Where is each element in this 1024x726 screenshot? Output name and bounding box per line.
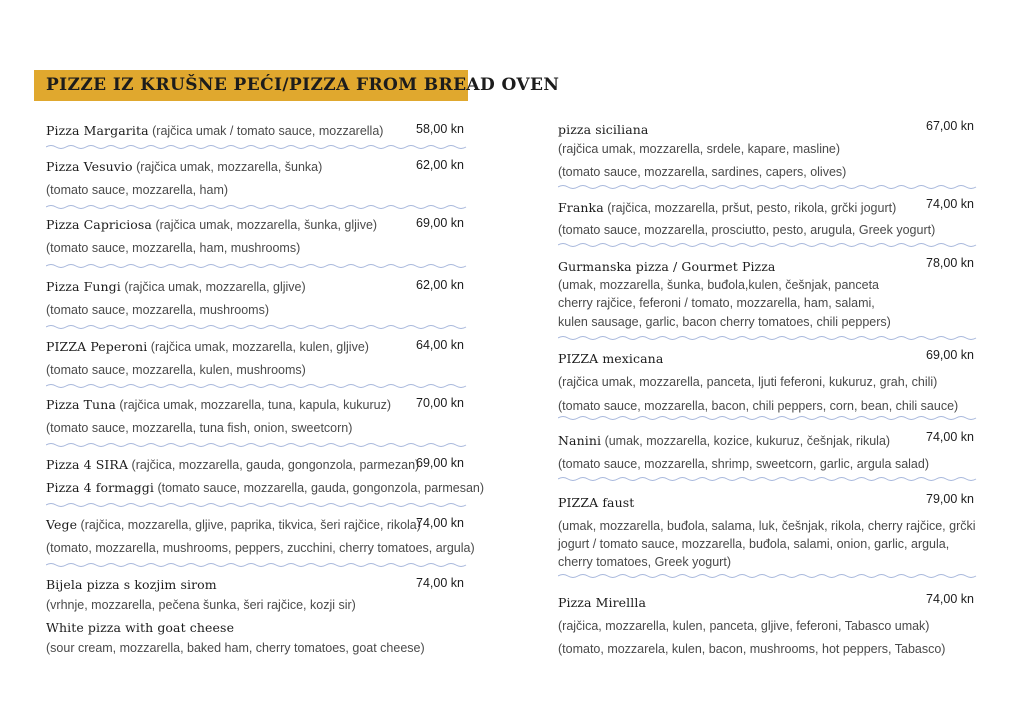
menu-item-peperoni bbox=[46, 336, 468, 380]
item-name: Nanini bbox=[558, 433, 602, 448]
item-name: Pizza Mirellla bbox=[558, 595, 647, 610]
item-desc: (rajčica umak, mozzarella, šunka, gljive) bbox=[152, 218, 378, 232]
item-desc-en: (tomato sauce, mozzarella, tuna fish, onion, sweetcorn) bbox=[46, 421, 353, 435]
wave-divider bbox=[558, 184, 978, 190]
wave-divider bbox=[46, 144, 468, 150]
menu-item-vesuvio bbox=[46, 156, 468, 200]
wave-divider bbox=[46, 562, 468, 568]
item-desc-en: (tomato sauce, mozzarella, shrimp, sweetcorn, garlic, argula salad) bbox=[558, 457, 929, 471]
wave-divider bbox=[558, 335, 978, 341]
menu-item-siciliana bbox=[558, 117, 978, 181]
item-price: 79,00 kn bbox=[926, 492, 974, 506]
wave-divider bbox=[46, 442, 468, 448]
item-name: PIZZA Peperoni bbox=[46, 339, 148, 354]
menu-item-4-sira bbox=[46, 454, 485, 498]
menu-item-fungi bbox=[46, 276, 468, 320]
item-desc-3: kulen sausage, garlic, bacon cherry tomatoes, chili peppers) bbox=[558, 315, 891, 329]
item-price: 69,00 kn bbox=[416, 456, 464, 470]
item-name: PIZZA faust bbox=[558, 495, 635, 510]
item-desc-en: (tomato sauce, mozzarella, ham, mushrooms) bbox=[46, 241, 301, 255]
item-desc: (rajčica, mozzarella, gauda, gongonzola, parmezan) bbox=[128, 458, 420, 472]
item-desc-en: (tomato sauce, mozzarella, kulen, mushrooms) bbox=[46, 363, 306, 377]
item-desc-3: cherry tomatoes, Greek yogurt) bbox=[558, 555, 731, 569]
menu-item-faust bbox=[558, 492, 978, 572]
item-desc-en: (tomato sauce, mozzarella, prosciutto, pesto, arugula, Greek yogurt) bbox=[558, 223, 936, 237]
item-price: 69,00 kn bbox=[926, 348, 974, 362]
menu-item-mirellla bbox=[558, 592, 978, 656]
item-name: Pizza Margarita bbox=[46, 123, 149, 138]
item-desc: (rajčica umak / tomato sauce, mozzarella) bbox=[148, 124, 384, 138]
menu-item-gurmanska bbox=[558, 256, 978, 336]
item-name: Pizza Tuna bbox=[46, 397, 116, 412]
item-price: 74,00 kn bbox=[416, 516, 464, 530]
item-desc: (rajčica umak, mozzarella, srdele, kapare, masline) bbox=[558, 142, 841, 156]
item-price: 74,00 kn bbox=[926, 197, 974, 211]
item-desc: (rajčica umak, mozzarella, šunka) bbox=[132, 160, 323, 174]
item-name-en: Pizza 4 formaggi bbox=[46, 480, 154, 495]
item-desc: (umak, mozzarella, buđola, salama, luk, češnjak, rikola, cherry rajčice, grčki bbox=[558, 519, 976, 533]
item-desc-en: (tomato sauce, mozzarella, sardines, capers, olives) bbox=[558, 165, 847, 179]
item-desc: (rajčica, mozzarella, kulen, panceta, gljive, feferoni, Tabasco umak) bbox=[558, 619, 930, 633]
item-desc-en: (tomato sauce, mozzarella, mushrooms) bbox=[46, 303, 269, 317]
wave-divider bbox=[558, 573, 978, 579]
menu-item-bijela bbox=[46, 574, 468, 660]
item-desc-en: (tomato, mozzarela, kulen, bacon, mushrooms, hot peppers, Tabasco) bbox=[558, 642, 946, 656]
item-price: 69,00 kn bbox=[416, 216, 464, 230]
item-desc: (umak, mozzarella, kozice, kukuruz, češnjak, rikula) bbox=[601, 434, 891, 448]
item-price: 62,00 kn bbox=[416, 278, 464, 292]
item-desc: (rajčica umak, mozzarella, panceta, ljuti feferoni, kukuruz, grah, chili) bbox=[558, 375, 938, 389]
item-price: 74,00 kn bbox=[926, 592, 974, 606]
item-desc: (rajčica umak, mozzarella, gljive) bbox=[120, 280, 306, 294]
item-name: Bijela pizza s kozjim sirom bbox=[46, 577, 217, 592]
item-price: 62,00 kn bbox=[416, 158, 464, 172]
item-name: PIZZA mexicana bbox=[558, 351, 664, 366]
item-price: 70,00 kn bbox=[416, 396, 464, 410]
menu-item-nanini bbox=[558, 430, 978, 474]
item-name: Franka bbox=[558, 200, 604, 215]
wave-divider bbox=[46, 383, 468, 389]
section-title: PIZZE IZ KRUŠNE PEĆI/PIZZA FROM BREAD OVEN bbox=[46, 75, 560, 95]
wave-divider bbox=[558, 415, 978, 421]
item-name: Gurmanska pizza / Gourmet Pizza bbox=[558, 259, 776, 274]
item-price: 64,00 kn bbox=[416, 338, 464, 352]
wave-divider bbox=[558, 476, 978, 482]
item-name: Pizza 4 SIRA bbox=[46, 457, 129, 472]
item-name: Pizza Fungi bbox=[46, 279, 121, 294]
item-desc-en: (sour cream, mozzarella, baked ham, cherry tomatoes, goat cheese) bbox=[46, 641, 425, 655]
menu-item-franka bbox=[558, 197, 978, 241]
menu-item-mexicana bbox=[558, 348, 978, 412]
item-desc: (rajčica umak, mozzarella, tuna, kapula, kukuruz) bbox=[115, 398, 392, 412]
item-price: 58,00 kn bbox=[416, 122, 464, 136]
wave-divider bbox=[46, 324, 468, 330]
item-desc: (rajčica umak, mozzarella, kulen, gljive) bbox=[147, 340, 369, 354]
menu-item-vege bbox=[46, 514, 475, 558]
item-name: Pizza Vesuvio bbox=[46, 159, 133, 174]
item-price: 74,00 kn bbox=[416, 576, 464, 590]
menu-item-capriciosa bbox=[46, 214, 468, 258]
wave-divider bbox=[558, 242, 978, 248]
wave-divider bbox=[46, 263, 468, 269]
item-desc: (umak, mozzarella, šunka, buđola,kulen, češnjak, panceta bbox=[558, 278, 880, 292]
item-name-en: White pizza with goat cheese bbox=[46, 620, 235, 635]
item-desc: (rajčica, mozzarella, gljive, paprika, tikvica, šeri rajčice, rikola) bbox=[77, 518, 421, 532]
wave-divider bbox=[46, 502, 468, 508]
item-desc: (rajčica, mozzarella, pršut, pesto, rikola, grčki jogurt) bbox=[603, 201, 897, 215]
item-price: 74,00 kn bbox=[926, 430, 974, 444]
wave-divider bbox=[46, 204, 468, 210]
menu-item-tuna bbox=[46, 394, 468, 438]
item-price: 67,00 kn bbox=[926, 119, 974, 133]
section-banner bbox=[34, 70, 560, 101]
item-desc-2: cherry rajčice, feferoni / tomato, mozzarella, ham, salami, bbox=[558, 296, 875, 310]
item-name: Pizza Capriciosa bbox=[46, 217, 152, 232]
item-desc-2: jogurt / tomato sauce, mozzarella, buđola, salami, onion, garlic, argula, bbox=[558, 537, 950, 551]
item-desc-en: (tomato sauce, mozzarella, ham) bbox=[46, 183, 229, 197]
item-price: 78,00 kn bbox=[926, 256, 974, 270]
item-desc-en: (tomato, mozzarella, mushrooms, peppers, zucchini, cherry tomatoes, argula) bbox=[46, 541, 475, 555]
item-name: Vege bbox=[46, 517, 78, 532]
item-desc: (vrhnje, mozzarella, pečena šunka, šeri rajčice, kozji sir) bbox=[46, 598, 356, 612]
item-name: pizza siciliana bbox=[558, 122, 649, 137]
item-desc-en: (tomato sauce, mozzarella, gauda, gongonzola, parmesan) bbox=[153, 481, 485, 495]
item-desc-en: (tomato sauce, mozzarella, bacon, chili peppers, corn, bean, chili sauce) bbox=[558, 399, 959, 413]
